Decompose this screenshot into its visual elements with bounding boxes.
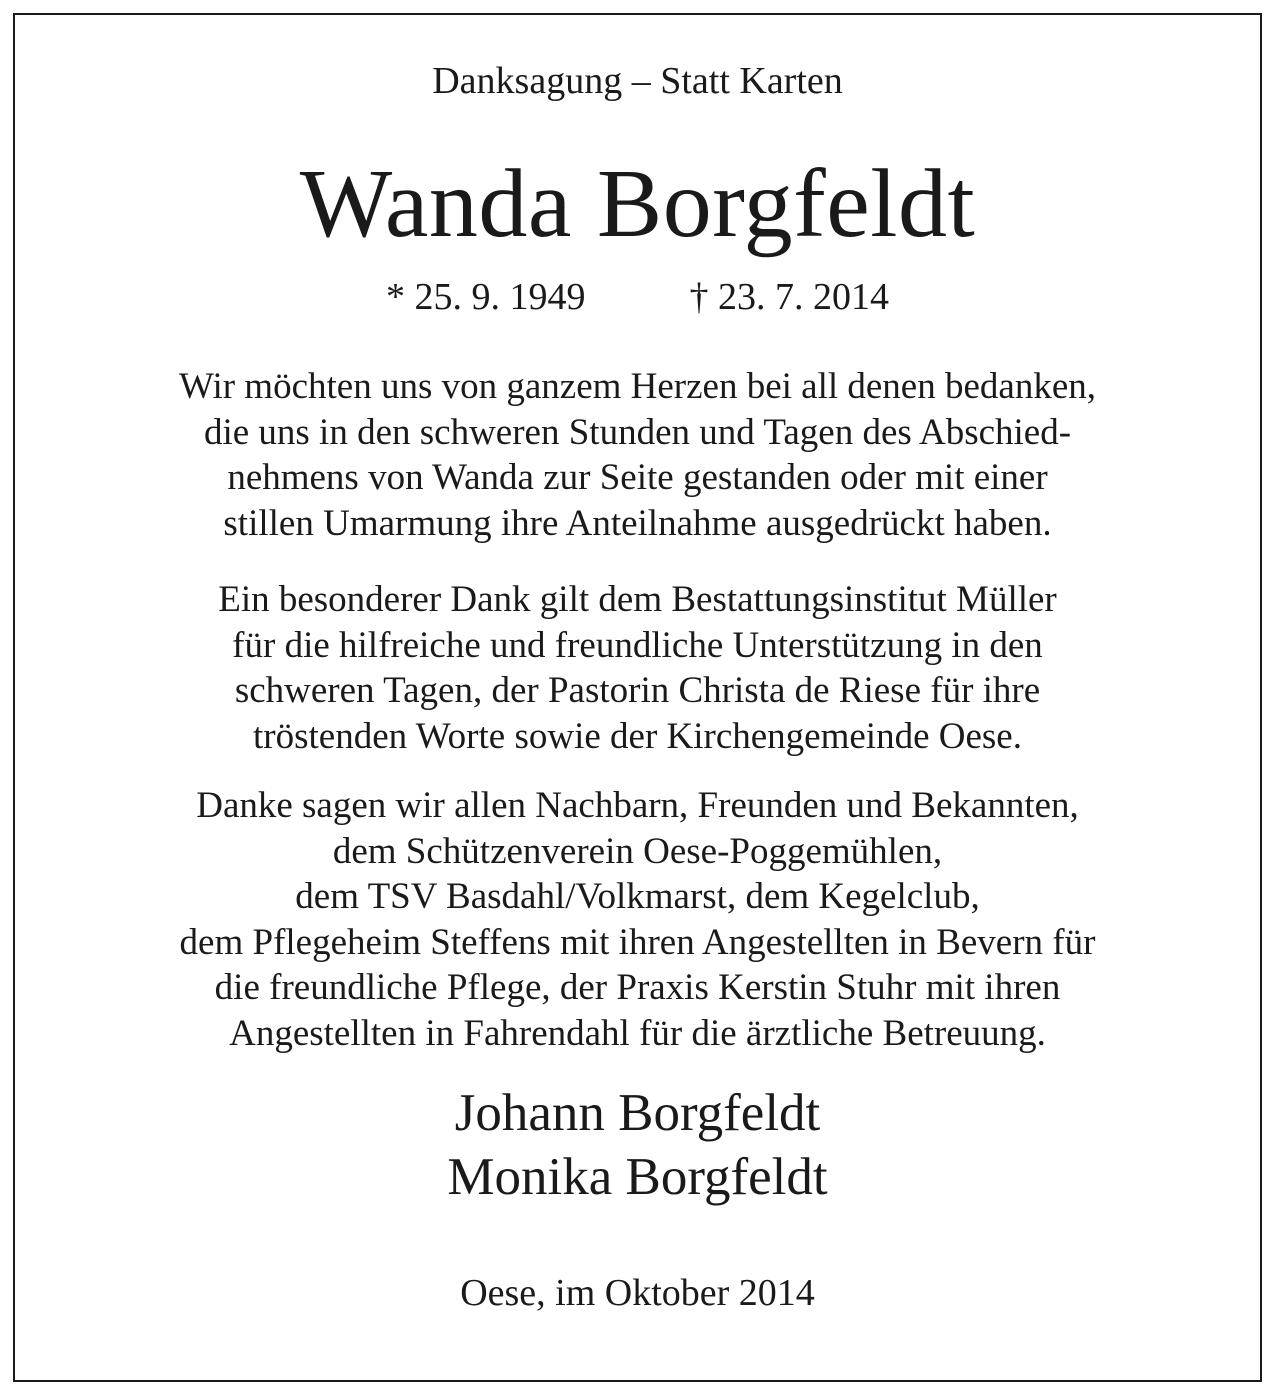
text-line: nehmens von Wanda zur Seite gestanden oder mit einer bbox=[227, 457, 1048, 498]
text-line: für die hilfreiche und freundliche Unterstützung in den bbox=[232, 624, 1043, 666]
life-dates bbox=[15, 275, 1260, 319]
text-line: Angestellten in Fahrendahl für die ärztliche Betreuung. bbox=[229, 1012, 1046, 1054]
signatory-name: Johann Borgfeldt bbox=[454, 1084, 821, 1142]
text-line: tröstenden Worte sowie der Kirchengemeinde Oese. bbox=[253, 715, 1022, 757]
thanks-paragraph-3 bbox=[15, 783, 1260, 1056]
birth-date: * 25. 9. 1949 bbox=[386, 276, 586, 318]
signatories bbox=[15, 1081, 1260, 1209]
obituary-notice bbox=[13, 13, 1262, 1382]
text-line: Ein besonderer Dank gilt dem Bestattungsinstitut Müller bbox=[218, 579, 1057, 620]
signatory-name: Monika Borgfeldt bbox=[447, 1148, 828, 1206]
text-line: stillen Umarmung ihre Anteilnahme ausgedrückt haben. bbox=[223, 502, 1052, 544]
place-date: Oese, im Oktober 2014 bbox=[460, 1272, 815, 1314]
text-line: Danke sagen wir allen Nachbarn, Freunden und Bekannten, bbox=[196, 785, 1079, 826]
death-date: † 23. 7. 2014 bbox=[689, 276, 889, 318]
text-line: dem Schützenverein Oese-Poggemühlen, bbox=[332, 830, 943, 872]
thanks-paragraph-1 bbox=[15, 364, 1260, 546]
text-line: Wir möchten uns von ganzem Herzen bei all denen bedanken, bbox=[179, 366, 1096, 407]
text-line: die uns in den schweren Stunden und Tagen des Abschied- bbox=[203, 411, 1072, 453]
text-line: dem TSV Basdahl/Volkmarst, dem Kegelclub, bbox=[295, 876, 980, 917]
text-line: schweren Tagen, der Pastorin Christa de Riese für ihre bbox=[234, 670, 1041, 711]
text-line: die freundliche Pflege, der Praxis Kerstin Stuhr mit ihren bbox=[214, 967, 1061, 1008]
notice-header: Danksagung – Statt Karten bbox=[432, 60, 843, 102]
text-line: dem Pflegeheim Steffens mit ihren Angestellten in Bevern für bbox=[179, 921, 1096, 963]
deceased-name: Wanda Borgfeldt bbox=[299, 150, 976, 258]
thanks-paragraph-2 bbox=[15, 577, 1260, 759]
